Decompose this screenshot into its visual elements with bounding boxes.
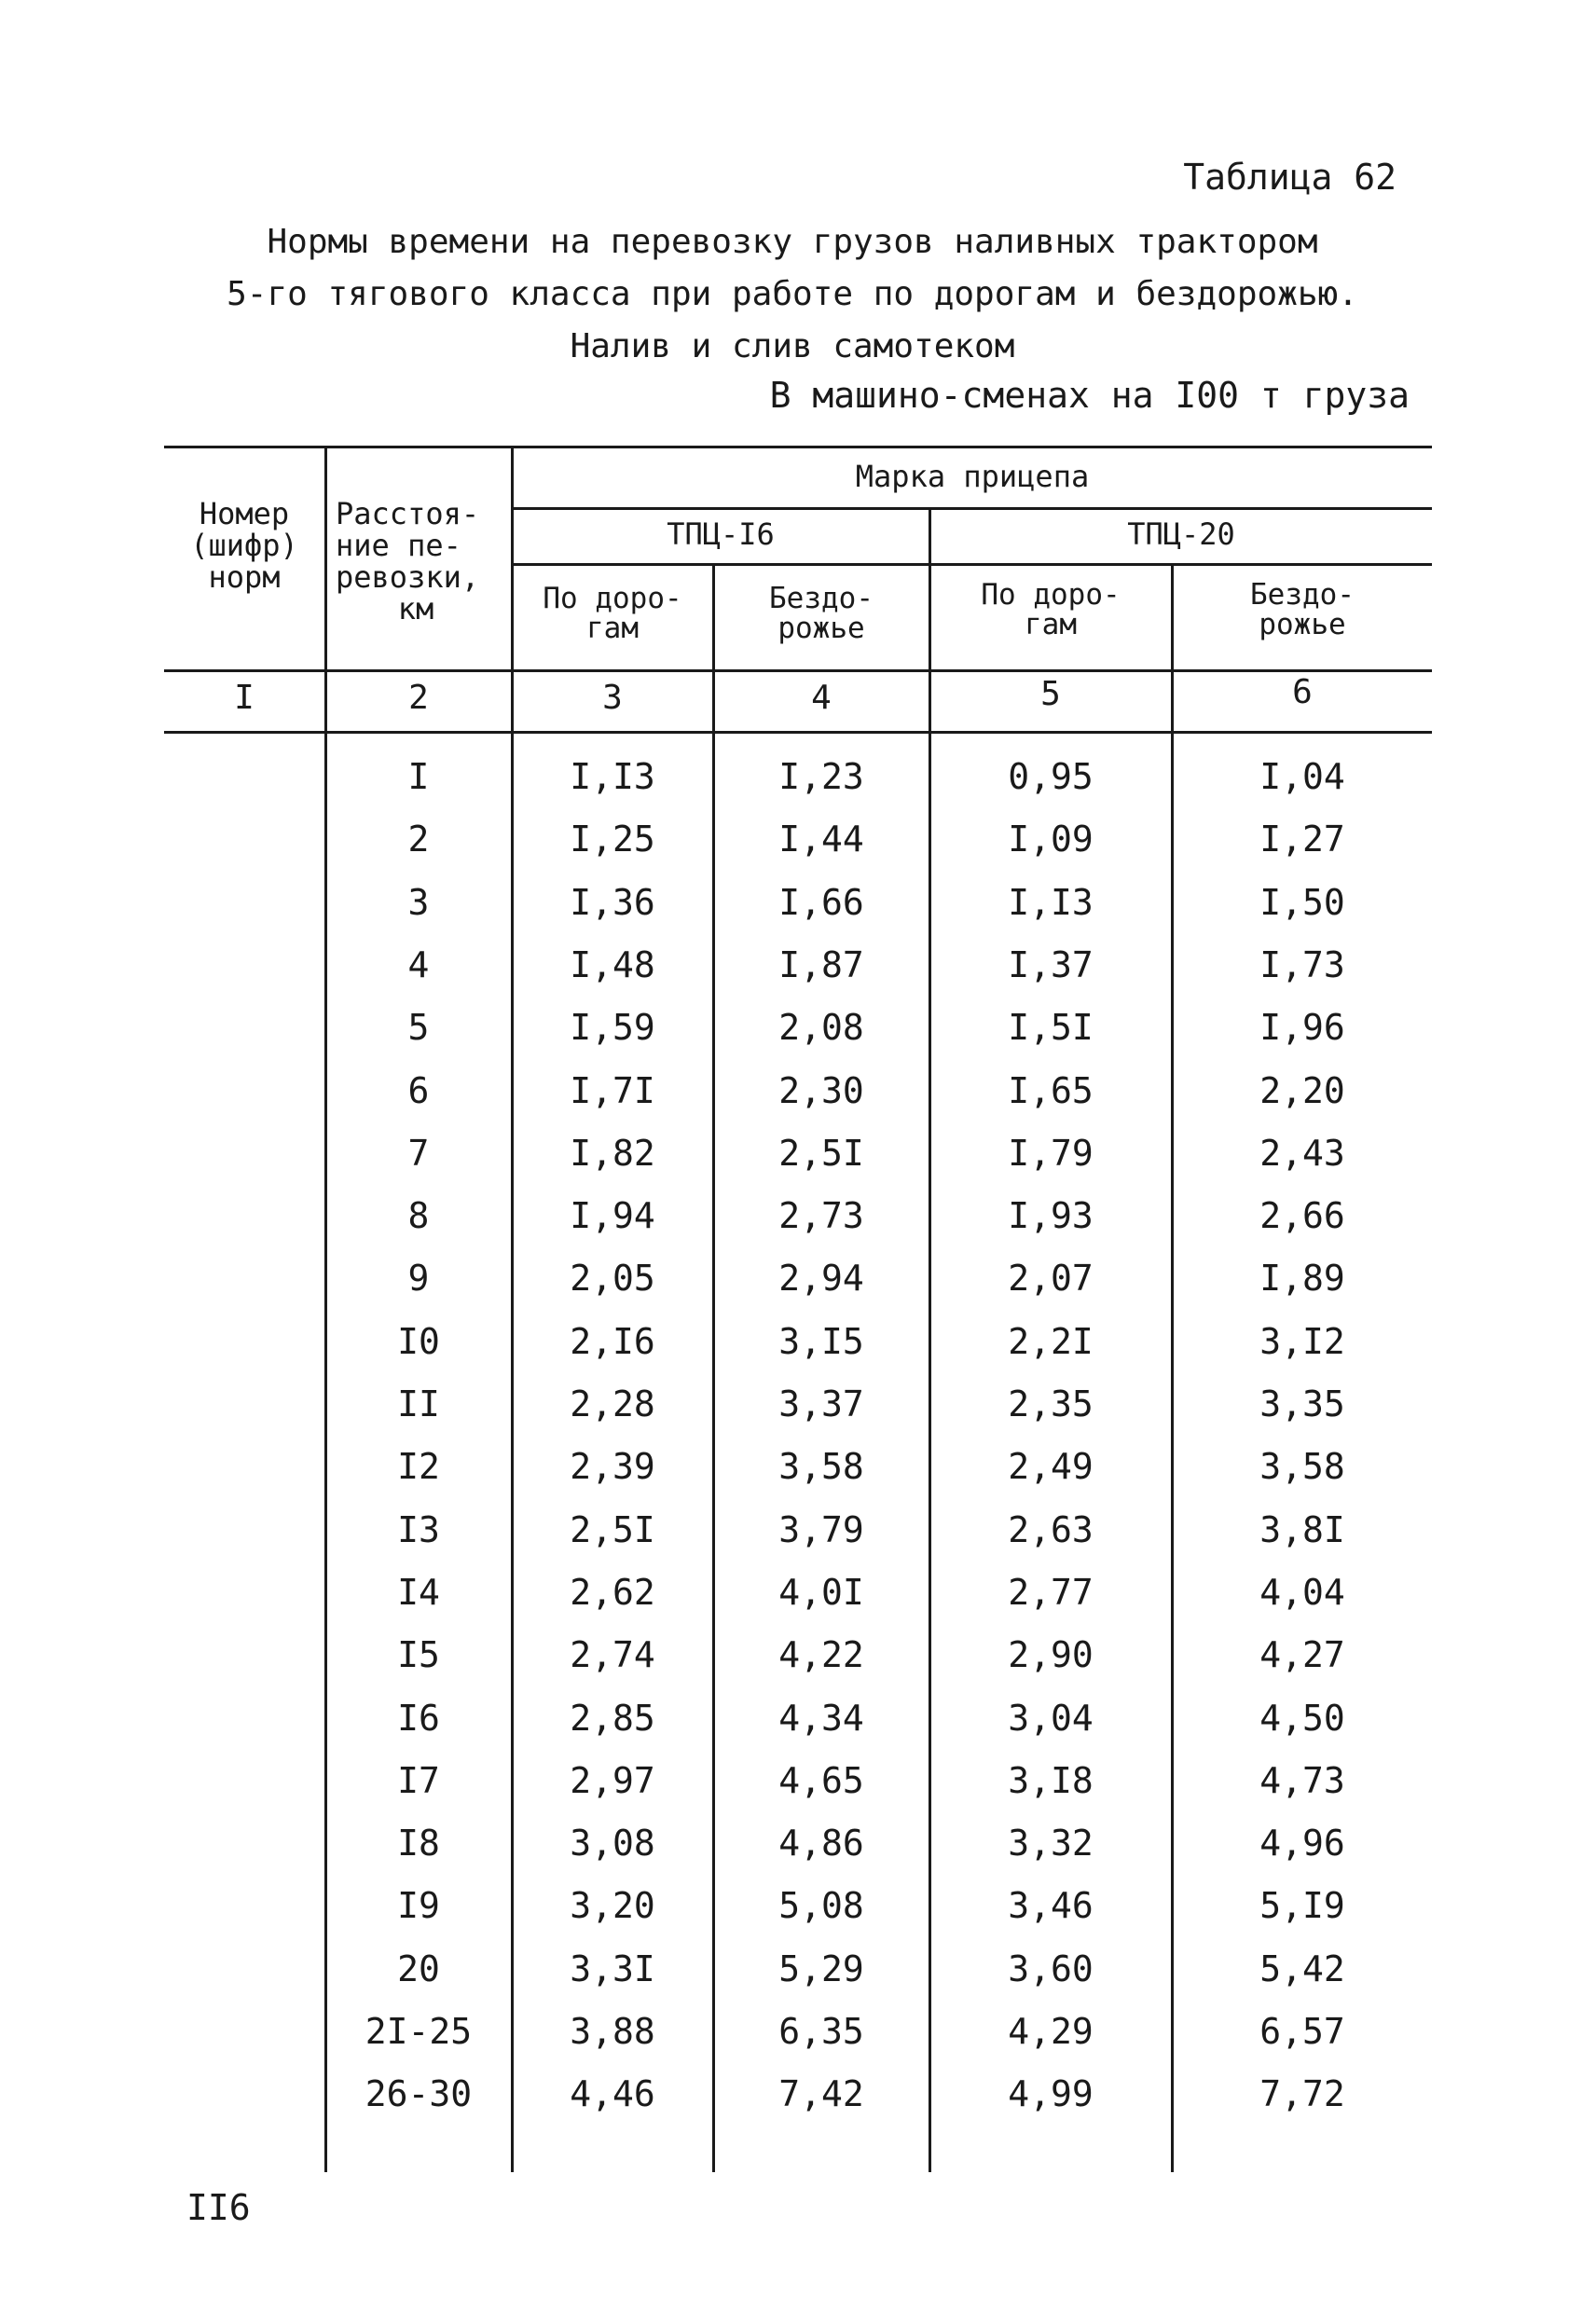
cell-tpts20-offroad: 3,35 — [1259, 1383, 1345, 1424]
table-row — [164, 1562, 1432, 1624]
header-text: ние пе- — [336, 528, 461, 563]
cell-tpts20-offroad: I,96 — [1259, 1007, 1345, 1049]
cell-distance: 2I-25 — [365, 2011, 473, 2052]
cell-tpts16-roads: 2,39 — [570, 1446, 655, 1488]
cell-tpts20-roads: I,79 — [1008, 1132, 1094, 1174]
header-text: Номер — [199, 496, 290, 531]
cell-tpts16-offroad: 7,42 — [778, 2073, 864, 2115]
cell-tpts20-offroad: 3,58 — [1259, 1446, 1345, 1488]
cell-tpts16-offroad: I,23 — [778, 756, 864, 797]
header-text: По доро- — [981, 578, 1121, 612]
cell-tpts20-offroad: 7,72 — [1259, 2073, 1345, 2115]
cell-tpts16-roads: 3,08 — [570, 1823, 655, 1865]
header-tpts20: ТПЦ-20 — [1127, 516, 1235, 552]
cell-distance: 5 — [407, 1007, 430, 1049]
cell-tpts16-offroad: I,87 — [778, 943, 864, 985]
cell-tpts20-offroad: 4,04 — [1259, 1571, 1345, 1613]
cell-tpts20-roads: 3,I8 — [1008, 1759, 1094, 1801]
cell-tpts20-roads: 0,95 — [1008, 756, 1094, 797]
table-row — [164, 1373, 1432, 1436]
cell-tpts20-roads: 4,29 — [1008, 2011, 1094, 2052]
cell-distance: I6 — [397, 1697, 440, 1739]
cell-tpts20-offroad: I,73 — [1259, 943, 1345, 985]
header-text: рожье — [777, 612, 865, 645]
cell-tpts16-offroad: 2,08 — [778, 1007, 864, 1049]
rule-numbers-bottom — [164, 731, 1432, 734]
table-row — [164, 2001, 1432, 2063]
cell-distance: 26-30 — [365, 2073, 473, 2115]
cell-tpts20-offroad: I,50 — [1259, 881, 1345, 923]
cell-tpts16-offroad: 4,22 — [778, 1634, 864, 1676]
table-row — [164, 1812, 1432, 1875]
table-row — [164, 1060, 1432, 1122]
header-text: По доро- — [543, 582, 682, 615]
cell-tpts20-offroad: 5,42 — [1259, 1947, 1345, 1989]
cell-tpts20-roads: 2,07 — [1008, 1258, 1094, 1300]
table-label: Таблица 62 — [1183, 157, 1396, 198]
header-text: ревозки, — [336, 559, 480, 595]
cell-distance: 3 — [407, 881, 430, 923]
header-text: км — [397, 591, 434, 626]
page-number: II6 — [186, 2187, 251, 2228]
cell-distance: I5 — [397, 1634, 440, 1676]
title-line: 5-го тягового класса при работе по дорогам и бездорожью. — [227, 275, 1358, 313]
cell-tpts20-roads: 2,77 — [1008, 1571, 1094, 1613]
table-row — [164, 808, 1432, 871]
cell-tpts16-offroad: 4,34 — [778, 1697, 864, 1739]
cell-tpts20-roads: 3,32 — [1008, 1823, 1094, 1865]
cell-tpts16-roads: I,25 — [570, 819, 655, 860]
rule-group — [513, 507, 1432, 510]
cell-distance: 6 — [407, 1069, 430, 1111]
table-row — [164, 1247, 1432, 1310]
cell-tpts16-roads: I,59 — [570, 1007, 655, 1049]
table-row — [164, 1185, 1432, 1247]
table-row — [164, 1938, 1432, 2001]
cell-tpts20-roads: I,37 — [1008, 943, 1094, 985]
cell-tpts20-roads: 3,60 — [1008, 1947, 1094, 1989]
cell-tpts16-roads: 3,20 — [570, 1885, 655, 1927]
table-row — [164, 746, 1432, 808]
cell-distance: I4 — [397, 1571, 440, 1613]
rule-sub — [513, 563, 1432, 566]
cell-tpts20-offroad: 2,20 — [1259, 1069, 1345, 1111]
table-row — [164, 1436, 1432, 1498]
cell-tpts16-offroad: 6,35 — [778, 2011, 864, 2052]
cell-tpts20-roads: 3,04 — [1008, 1697, 1094, 1739]
cell-distance: 7 — [407, 1132, 430, 1174]
header-text: Бездо- — [1250, 578, 1355, 612]
cell-tpts20-offroad: 3,8I — [1259, 1508, 1345, 1550]
norms-table — [164, 446, 1432, 2172]
cell-tpts16-roads: I,I3 — [570, 756, 655, 797]
header-text: Расстоя- — [336, 496, 480, 531]
cell-tpts20-roads: 2,35 — [1008, 1383, 1094, 1424]
cell-tpts16-roads: I,94 — [570, 1195, 655, 1237]
cell-tpts16-roads: 3,3I — [570, 1947, 655, 1989]
cell-distance: I2 — [397, 1446, 440, 1488]
cell-distance: II — [397, 1383, 440, 1424]
table-row — [164, 1499, 1432, 1562]
cell-tpts20-roads: 4,99 — [1008, 2073, 1094, 2115]
header-trailer-brand: Марка прицепа — [855, 459, 1090, 494]
table-row — [164, 1311, 1432, 1373]
header-text: гам — [1025, 608, 1077, 641]
header-roads-a — [513, 584, 712, 643]
cell-tpts16-offroad: I,44 — [778, 819, 864, 860]
cell-tpts20-offroad: 3,I2 — [1259, 1320, 1345, 1362]
cell-tpts16-roads: 2,05 — [570, 1258, 655, 1300]
cell-tpts16-roads: 2,I6 — [570, 1320, 655, 1362]
header-tpts16: ТПЦ-I6 — [667, 516, 775, 552]
cell-distance: 20 — [397, 1947, 440, 1989]
cell-tpts20-offroad: 5,I9 — [1259, 1885, 1345, 1927]
cell-distance: 8 — [407, 1195, 430, 1237]
cell-distance: 2 — [407, 819, 430, 860]
cell-distance: I8 — [397, 1823, 440, 1865]
cell-tpts16-offroad: 3,37 — [778, 1383, 864, 1424]
cell-tpts16-offroad: 2,94 — [778, 1258, 864, 1300]
table-row — [164, 1875, 1432, 1937]
cell-tpts20-roads: 2,2I — [1008, 1320, 1094, 1362]
title-line: Нормы времени на перевозку грузов наливных трактором — [267, 223, 1318, 261]
cell-tpts20-offroad: 4,73 — [1259, 1759, 1345, 1801]
header-text: рожье — [1259, 608, 1346, 641]
header-distance — [328, 498, 518, 625]
rule-header-bottom — [164, 669, 1432, 672]
cell-tpts20-offroad: 2,43 — [1259, 1132, 1345, 1174]
header-text: норм — [208, 559, 281, 595]
header-text: Бездо- — [769, 582, 874, 615]
column-number: 2 — [408, 679, 429, 717]
header-offroad-b — [1173, 580, 1432, 640]
cell-tpts16-roads: 3,88 — [570, 2011, 655, 2052]
cell-tpts16-roads: I,48 — [570, 943, 655, 985]
cell-distance: I7 — [397, 1759, 440, 1801]
cell-tpts16-offroad: 3,58 — [778, 1446, 864, 1488]
cell-tpts20-offroad: 6,57 — [1259, 2011, 1345, 2052]
cell-tpts16-roads: I,82 — [570, 1132, 655, 1174]
cell-tpts16-offroad: 2,73 — [778, 1195, 864, 1237]
rule-top — [164, 446, 1432, 448]
cell-tpts16-offroad: 2,30 — [778, 1069, 864, 1111]
cell-tpts20-roads: I,09 — [1008, 819, 1094, 860]
cell-tpts16-roads: I,36 — [570, 881, 655, 923]
cell-tpts20-roads: I,5I — [1008, 1007, 1094, 1049]
cell-distance: I0 — [397, 1320, 440, 1362]
cell-tpts20-roads: 2,49 — [1008, 1446, 1094, 1488]
table-row — [164, 2063, 1432, 2126]
cell-distance: 9 — [407, 1258, 430, 1300]
cell-tpts16-roads: 2,28 — [570, 1383, 655, 1424]
cell-tpts16-roads: I,7I — [570, 1069, 655, 1111]
cell-tpts20-offroad: 4,96 — [1259, 1823, 1345, 1865]
table-title — [168, 216, 1417, 373]
header-text: гам — [586, 612, 639, 645]
table-row — [164, 872, 1432, 934]
column-number: 3 — [602, 679, 623, 717]
cell-tpts16-offroad: 3,I5 — [778, 1320, 864, 1362]
header-text: (шифр) — [190, 528, 298, 563]
header-offroad-a — [714, 584, 929, 643]
cell-tpts16-roads: 2,5I — [570, 1508, 655, 1550]
cell-tpts16-offroad: 3,79 — [778, 1508, 864, 1550]
table-row — [164, 997, 1432, 1059]
cell-distance: 4 — [407, 943, 430, 985]
cell-tpts20-offroad: 4,27 — [1259, 1634, 1345, 1676]
cell-tpts20-roads: 2,90 — [1008, 1634, 1094, 1676]
cell-tpts20-offroad: 4,50 — [1259, 1697, 1345, 1739]
column-number: I — [234, 679, 255, 717]
cell-tpts20-roads: 3,46 — [1008, 1885, 1094, 1927]
table-row — [164, 934, 1432, 997]
column-number: 6 — [1292, 673, 1313, 711]
cell-distance: I3 — [397, 1508, 440, 1550]
cell-tpts16-offroad: 5,08 — [778, 1885, 864, 1927]
cell-tpts20-roads: 2,63 — [1008, 1508, 1094, 1550]
cell-tpts16-offroad: 2,5I — [778, 1132, 864, 1174]
cell-tpts20-offroad: I,89 — [1259, 1258, 1345, 1300]
cell-tpts20-offroad: I,04 — [1259, 756, 1345, 797]
table-row — [164, 1122, 1432, 1185]
table-row — [164, 1687, 1432, 1750]
cell-tpts20-roads: I,65 — [1008, 1069, 1094, 1111]
table-row — [164, 1624, 1432, 1686]
cell-tpts16-offroad: 4,65 — [778, 1759, 864, 1801]
units-note: В машино-сменах на I00 т груза — [769, 375, 1410, 416]
cell-tpts20-offroad: 2,66 — [1259, 1195, 1345, 1237]
table-row — [164, 1750, 1432, 1812]
cell-tpts20-offroad: I,27 — [1259, 819, 1345, 860]
header-norm-number — [164, 498, 324, 593]
cell-tpts16-roads: 2,85 — [570, 1697, 655, 1739]
cell-tpts16-offroad: 4,0I — [778, 1571, 864, 1613]
cell-tpts16-offroad: 5,29 — [778, 1947, 864, 1989]
cell-distance: I9 — [397, 1885, 440, 1927]
column-number: 4 — [811, 679, 832, 717]
title-line: Налив и слив самотеком — [570, 327, 1015, 365]
cell-tpts20-roads: I,93 — [1008, 1195, 1094, 1237]
cell-tpts20-roads: I,I3 — [1008, 881, 1094, 923]
cell-tpts16-offroad: I,66 — [778, 881, 864, 923]
cell-tpts16-roads: 4,46 — [570, 2073, 655, 2115]
cell-tpts16-roads: 2,97 — [570, 1759, 655, 1801]
cell-tpts16-roads: 2,62 — [570, 1571, 655, 1613]
cell-tpts16-offroad: 4,86 — [778, 1823, 864, 1865]
header-roads-b — [930, 580, 1171, 640]
cell-distance: I — [407, 756, 430, 797]
column-number: 5 — [1040, 675, 1061, 713]
cell-tpts16-roads: 2,74 — [570, 1634, 655, 1676]
